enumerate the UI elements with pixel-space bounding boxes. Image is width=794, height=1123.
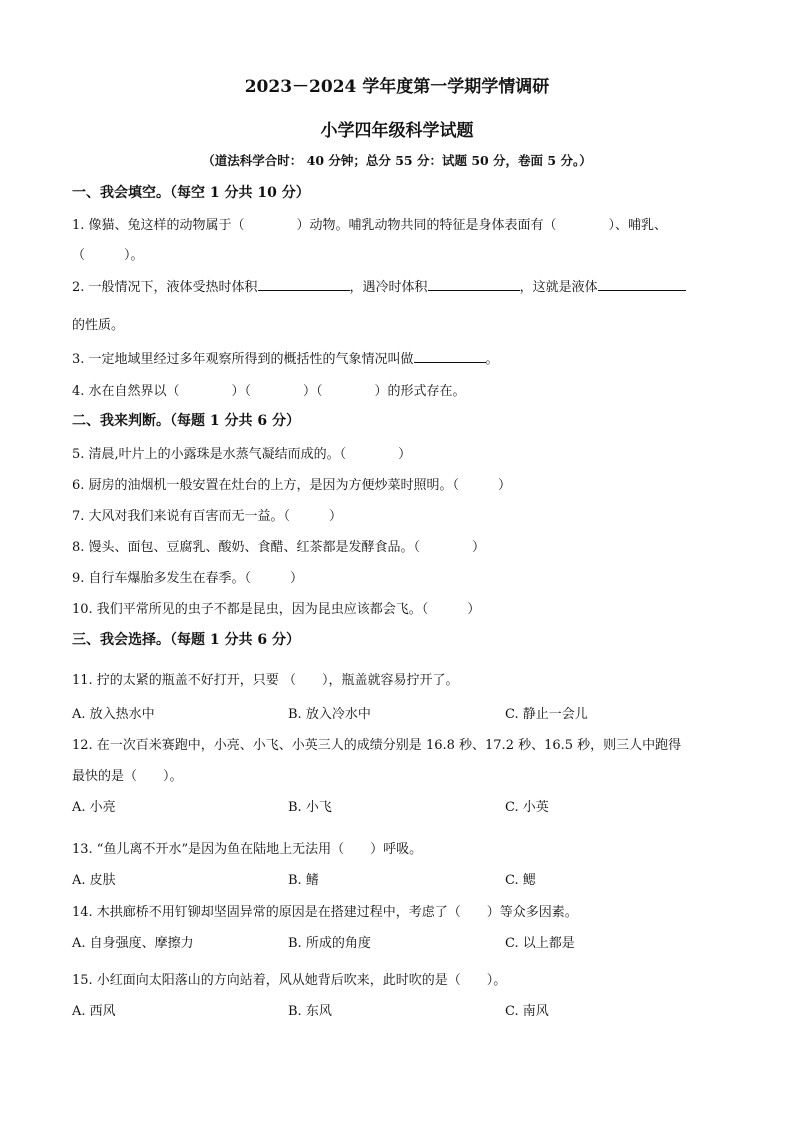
answer-blank — [598, 278, 686, 291]
q11-option-c: C. 静止一会儿 — [505, 707, 588, 722]
question-15: 15. 小红面向太阳落山的方向站着，风从她背后吹来，此时吹的是（ ）。 — [72, 973, 507, 988]
question-3-part-a: 3. 一定地域里经过多年观察所得到的概括性的气象情况叫做 — [72, 352, 414, 367]
question-10: 10. 我们平常所见的虫子不都是昆虫，因为昆虫应该都会飞。（ ） — [72, 602, 481, 617]
q14-option-b: B. 所成的角度 — [288, 936, 371, 951]
q15-option-b: B. 东风 — [288, 1004, 332, 1019]
answer-blank — [428, 278, 520, 291]
q14-option-c: C. 以上都是 — [505, 936, 575, 951]
question-8: 8. 馒头、面包、豆腐乳、酸奶、食醋、红茶都是发酵食品。（ ） — [72, 540, 486, 555]
q13-option-c: C. 鳃 — [505, 873, 536, 888]
question-12-line2: 最快的是（ ）。 — [72, 769, 183, 784]
question-13: 13. “鱼儿离不开水”是因为鱼在陆地上无法用（ ）呼吸。 — [72, 842, 423, 857]
question-2-line2: 的性质。 — [72, 318, 125, 333]
question-12-line1: 12. 在一次百米赛跑中，小亮、小飞、小英三人的成绩分别是 16.8 秒、17.2 秒、16.5 秒，则三人中跑得 — [72, 738, 682, 753]
q13-option-b: B. 鳍 — [288, 873, 319, 888]
q15-option-c: C. 南风 — [505, 1004, 549, 1019]
q11-option-b: B. 放入冷水中 — [288, 707, 371, 722]
question-3 — [72, 348, 499, 367]
exam-subtitle: 小学四年级科学试题 — [320, 121, 474, 141]
question-9: 9. 自行车爆胎多发生在春季。（ ） — [72, 571, 304, 586]
question-1-line2: （ ）。 — [72, 248, 144, 263]
q12-option-b: B. 小飞 — [288, 800, 332, 815]
question-2-part-a: 2. 一般情况下，液体受热时体积 — [72, 280, 258, 295]
question-4: 4. 水在自然界以（ ）（ ）（ ）的形式存在。 — [72, 384, 466, 399]
section-judge-heading: 二、我来判断。（每题 1 分共 6 分） — [72, 413, 300, 429]
question-2-part-b: ，遇冷时体积 — [349, 280, 428, 295]
exam-title: 2023－2024 学年度第一学期学情调研 — [244, 77, 550, 97]
question-11: 11. 拧的太紧的瓶盖不好打开，只要 （ ），瓶盖就容易拧开了。 — [72, 673, 459, 688]
question-6: 6. 厨房的油烟机一般安置在灶台的上方，是因为方便炒菜时照明。（ ） — [72, 478, 512, 493]
answer-blank — [258, 278, 350, 291]
q12-option-c: C. 小英 — [505, 800, 549, 815]
q14-option-a: A. 自身强度、摩擦力 — [72, 936, 194, 951]
question-3-part-b: 。 — [485, 352, 499, 367]
question-2-part-c: ，这就是液体 — [519, 280, 598, 295]
question-7: 7. 大风对我们来说有百害而无一益。（ ） — [72, 509, 343, 524]
q12-option-a: A. 小亮 — [72, 800, 116, 815]
answer-blank — [414, 350, 486, 363]
q13-option-a: A. 皮肤 — [72, 873, 116, 888]
q11-option-a: A. 放入热水中 — [72, 707, 155, 722]
question-1-line1: 1. 像猫、兔这样的动物属于（ ）动物。哺乳动物共同的特征是身体表面有（ ）、哺乳、 — [72, 218, 668, 233]
exam-note: （道法科学合时： 40 分钟；总分 55 分：试题 50 分，卷面 5 分。） — [202, 153, 592, 168]
question-2 — [72, 276, 686, 295]
q15-option-a: A. 西风 — [72, 1004, 116, 1019]
question-5: 5. 清晨,叶片上的小露珠是水蒸气凝结而成的。（ ） — [72, 447, 412, 462]
section-fill-heading: 一、我会填空。（每空 1 分共 10 分） — [72, 185, 310, 201]
section-choice-heading: 三、我会选择。（每题 1 分共 6 分） — [72, 632, 300, 648]
question-14: 14. 木拱廊桥不用钉铆却坚固异常的原因是在搭建过程中，考虑了（ ）等众多因素。 — [72, 905, 578, 920]
